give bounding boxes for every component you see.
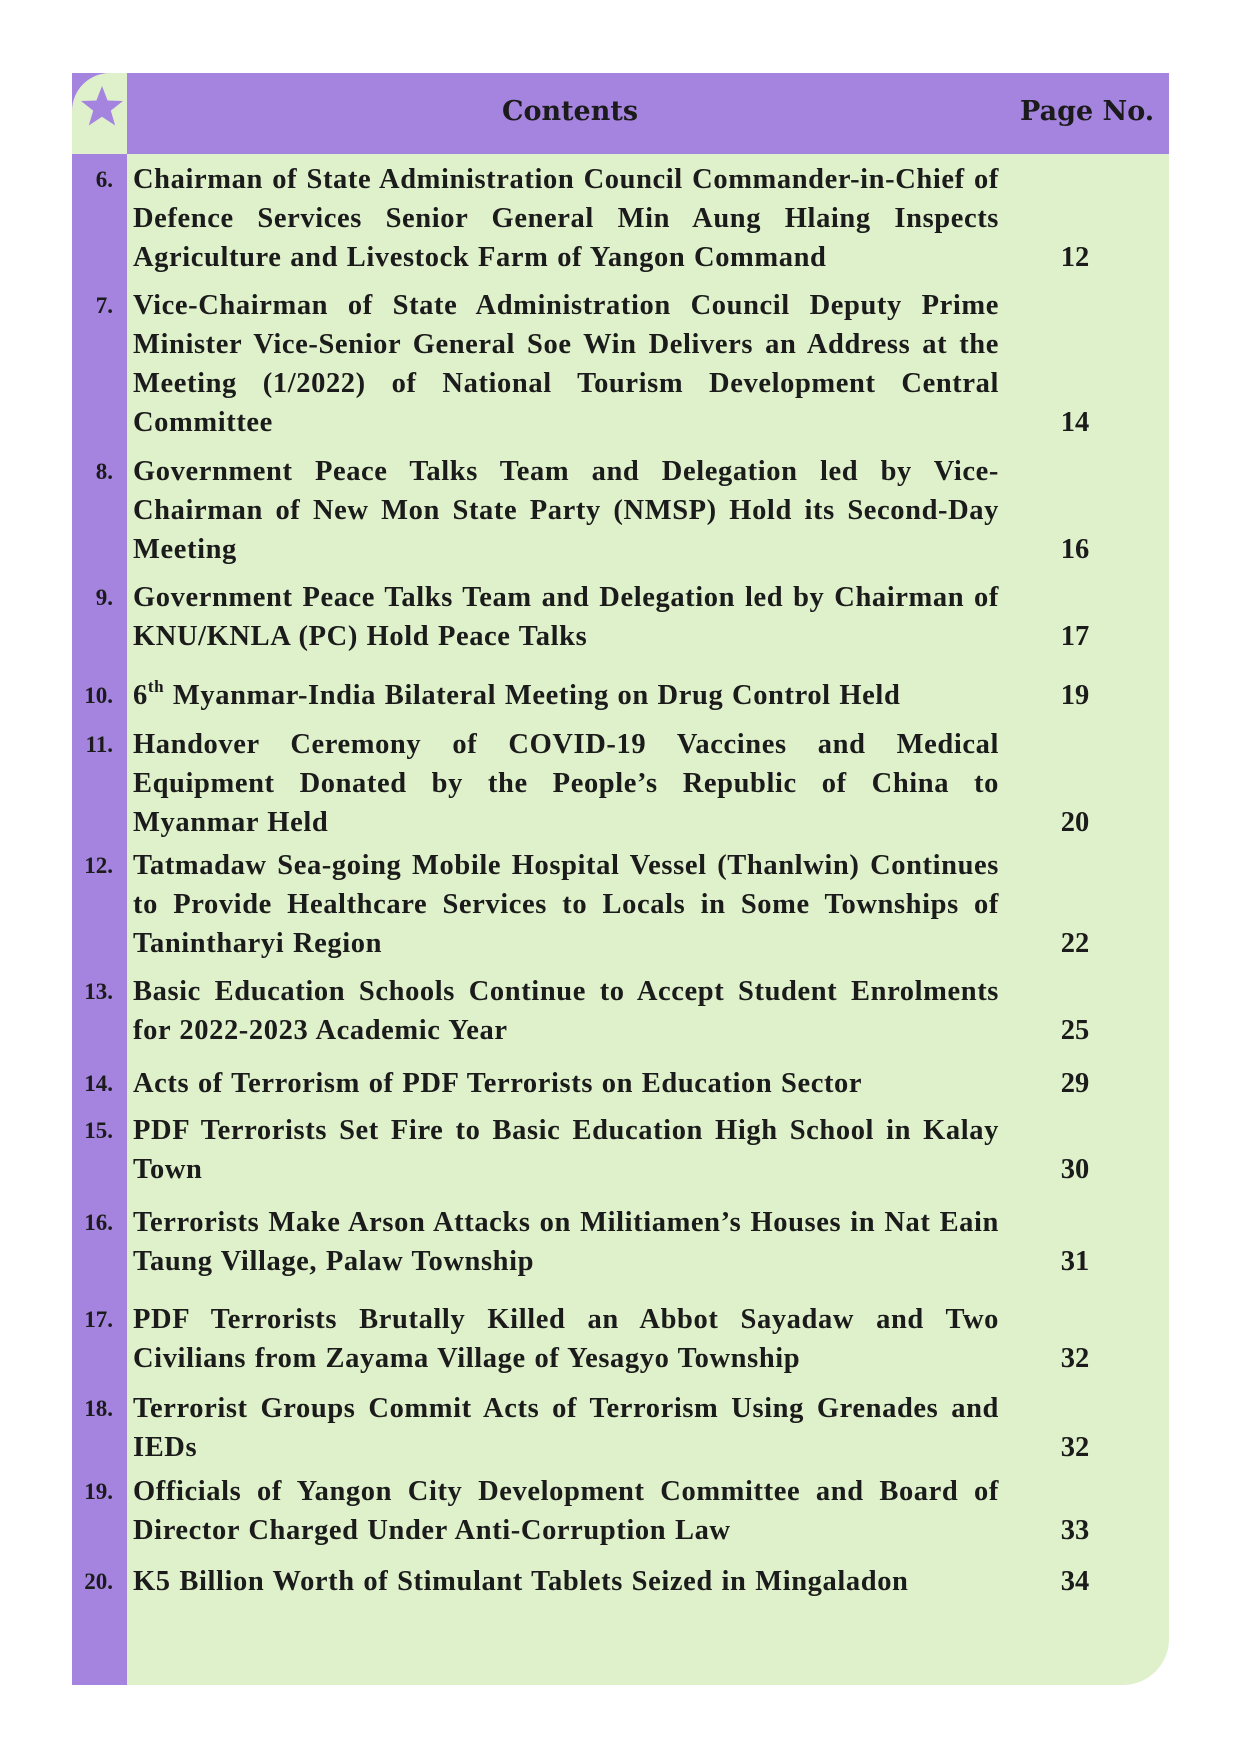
entry-page[interactable]: 17 [1060,621,1090,652]
entry-page[interactable]: 25 [1060,1015,1090,1046]
contents-heading: Contents [501,96,639,127]
entry-page[interactable]: 16 [1060,534,1090,565]
entry-title[interactable] [133,676,999,715]
entry-number: 15. [84,1118,113,1143]
entry-number: 11. [85,732,113,757]
entry-title[interactable]: Officials of Yangon City Development Committee and Board of Director Charged Under Anti-Corruption Law [133,1476,999,1546]
entry-page[interactable]: 20 [1060,807,1090,838]
entry-number: 13. [84,979,113,1004]
entry-number: 19. [84,1479,113,1504]
entry-page[interactable]: 29 [1060,1068,1090,1099]
star-icon [80,84,124,128]
entry-title[interactable]: PDF Terrorists Set Fire to Basic Education High School in Kalay Town [133,1115,999,1185]
entry-title[interactable]: Acts of Terrorism of PDF Terrorists on Education Sector [133,1068,863,1099]
entry-page[interactable]: 12 [1060,242,1090,273]
entry-number: 20. [84,1569,113,1594]
entry-title[interactable]: Chairman of State Administration Council Commander-in-Chief of Defence Services Senior General Min Aung Hlaing Inspects Agriculture and Livestock Farm of Yangon Command [133,164,999,273]
entry-number: 9. [95,585,113,610]
entry-title[interactable]: Government Peace Talks Team and Delegation led by Chairman of KNU/KNLA (PC) Hold Peace Talks [133,582,999,652]
entry-number: 12. [84,853,113,878]
entry-number: 7. [95,293,113,318]
entry-title[interactable]: Vice-Chairman of State Administration Council Deputy Prime Minister Vice-Senior General Soe Win Delivers an Address at the Meeting (1/2022) of National Tourism Development Central Committee [133,290,999,438]
entry-number: 8. [95,459,113,484]
entry-page[interactable]: 32 [1060,1343,1090,1374]
entry-page[interactable]: 31 [1060,1246,1090,1277]
entry-page[interactable]: 34 [1060,1566,1090,1597]
entry-title-ordinal: 6 [133,680,148,711]
entry-title[interactable]: K5 Billion Worth of Stimulant Tablets Seized in Mingaladon [133,1566,909,1597]
entry-number: 14. [84,1071,113,1096]
entry-title[interactable]: Basic Education Schools Continue to Accept Student Enrolments for 2022-2023 Academic Year [133,976,999,1046]
entry-title[interactable]: Terrorists Make Arson Attacks on Militiamen’s Houses in Nat Eain Taung Village, Palaw Township [133,1207,999,1277]
entry-title[interactable]: Tatmadaw Sea-going Mobile Hospital Vessel (Thanlwin) Continues to Provide Healthcare Services to Locals in Some Townships of Tanintharyi Region [133,850,999,959]
page-no-heading: Page No. [1020,96,1155,127]
entry-title-superscript: th [147,676,165,696]
entry-title[interactable]: Terrorist Groups Commit Acts of Terrorism Using Grenades and IEDs [133,1393,999,1463]
entry-title[interactable]: Government Peace Talks Team and Delegation led by Vice-Chairman of New Mon State Party (NMSP) Hold its Second-Day Meeting [133,456,999,565]
entry-page[interactable]: 22 [1060,928,1090,959]
entry-title[interactable]: Handover Ceremony of COVID-19 Vaccines and Medical Equipment Donated by the People’s Republic of China to Myanmar Held [133,729,999,838]
entry-page[interactable]: 32 [1060,1432,1090,1463]
entry-page[interactable]: 30 [1060,1154,1090,1185]
entry-number: 17. [84,1307,113,1332]
entry-title-text: Myanmar-India Bilateral Meeting on Drug Control Held [164,680,901,711]
entry-title[interactable]: PDF Terrorists Brutally Killed an Abbot Sayadaw and Two Civilians from Zayama Village of Yesagyo Township [133,1304,999,1374]
entry-number: 6. [95,167,113,192]
entry-page[interactable]: 19 [1060,680,1090,711]
entry-number: 10. [84,683,113,708]
entry-number: 18. [84,1396,113,1421]
entry-page[interactable]: 14 [1060,407,1090,438]
entry-page[interactable]: 33 [1060,1515,1090,1546]
entry-number: 16. [84,1210,113,1235]
